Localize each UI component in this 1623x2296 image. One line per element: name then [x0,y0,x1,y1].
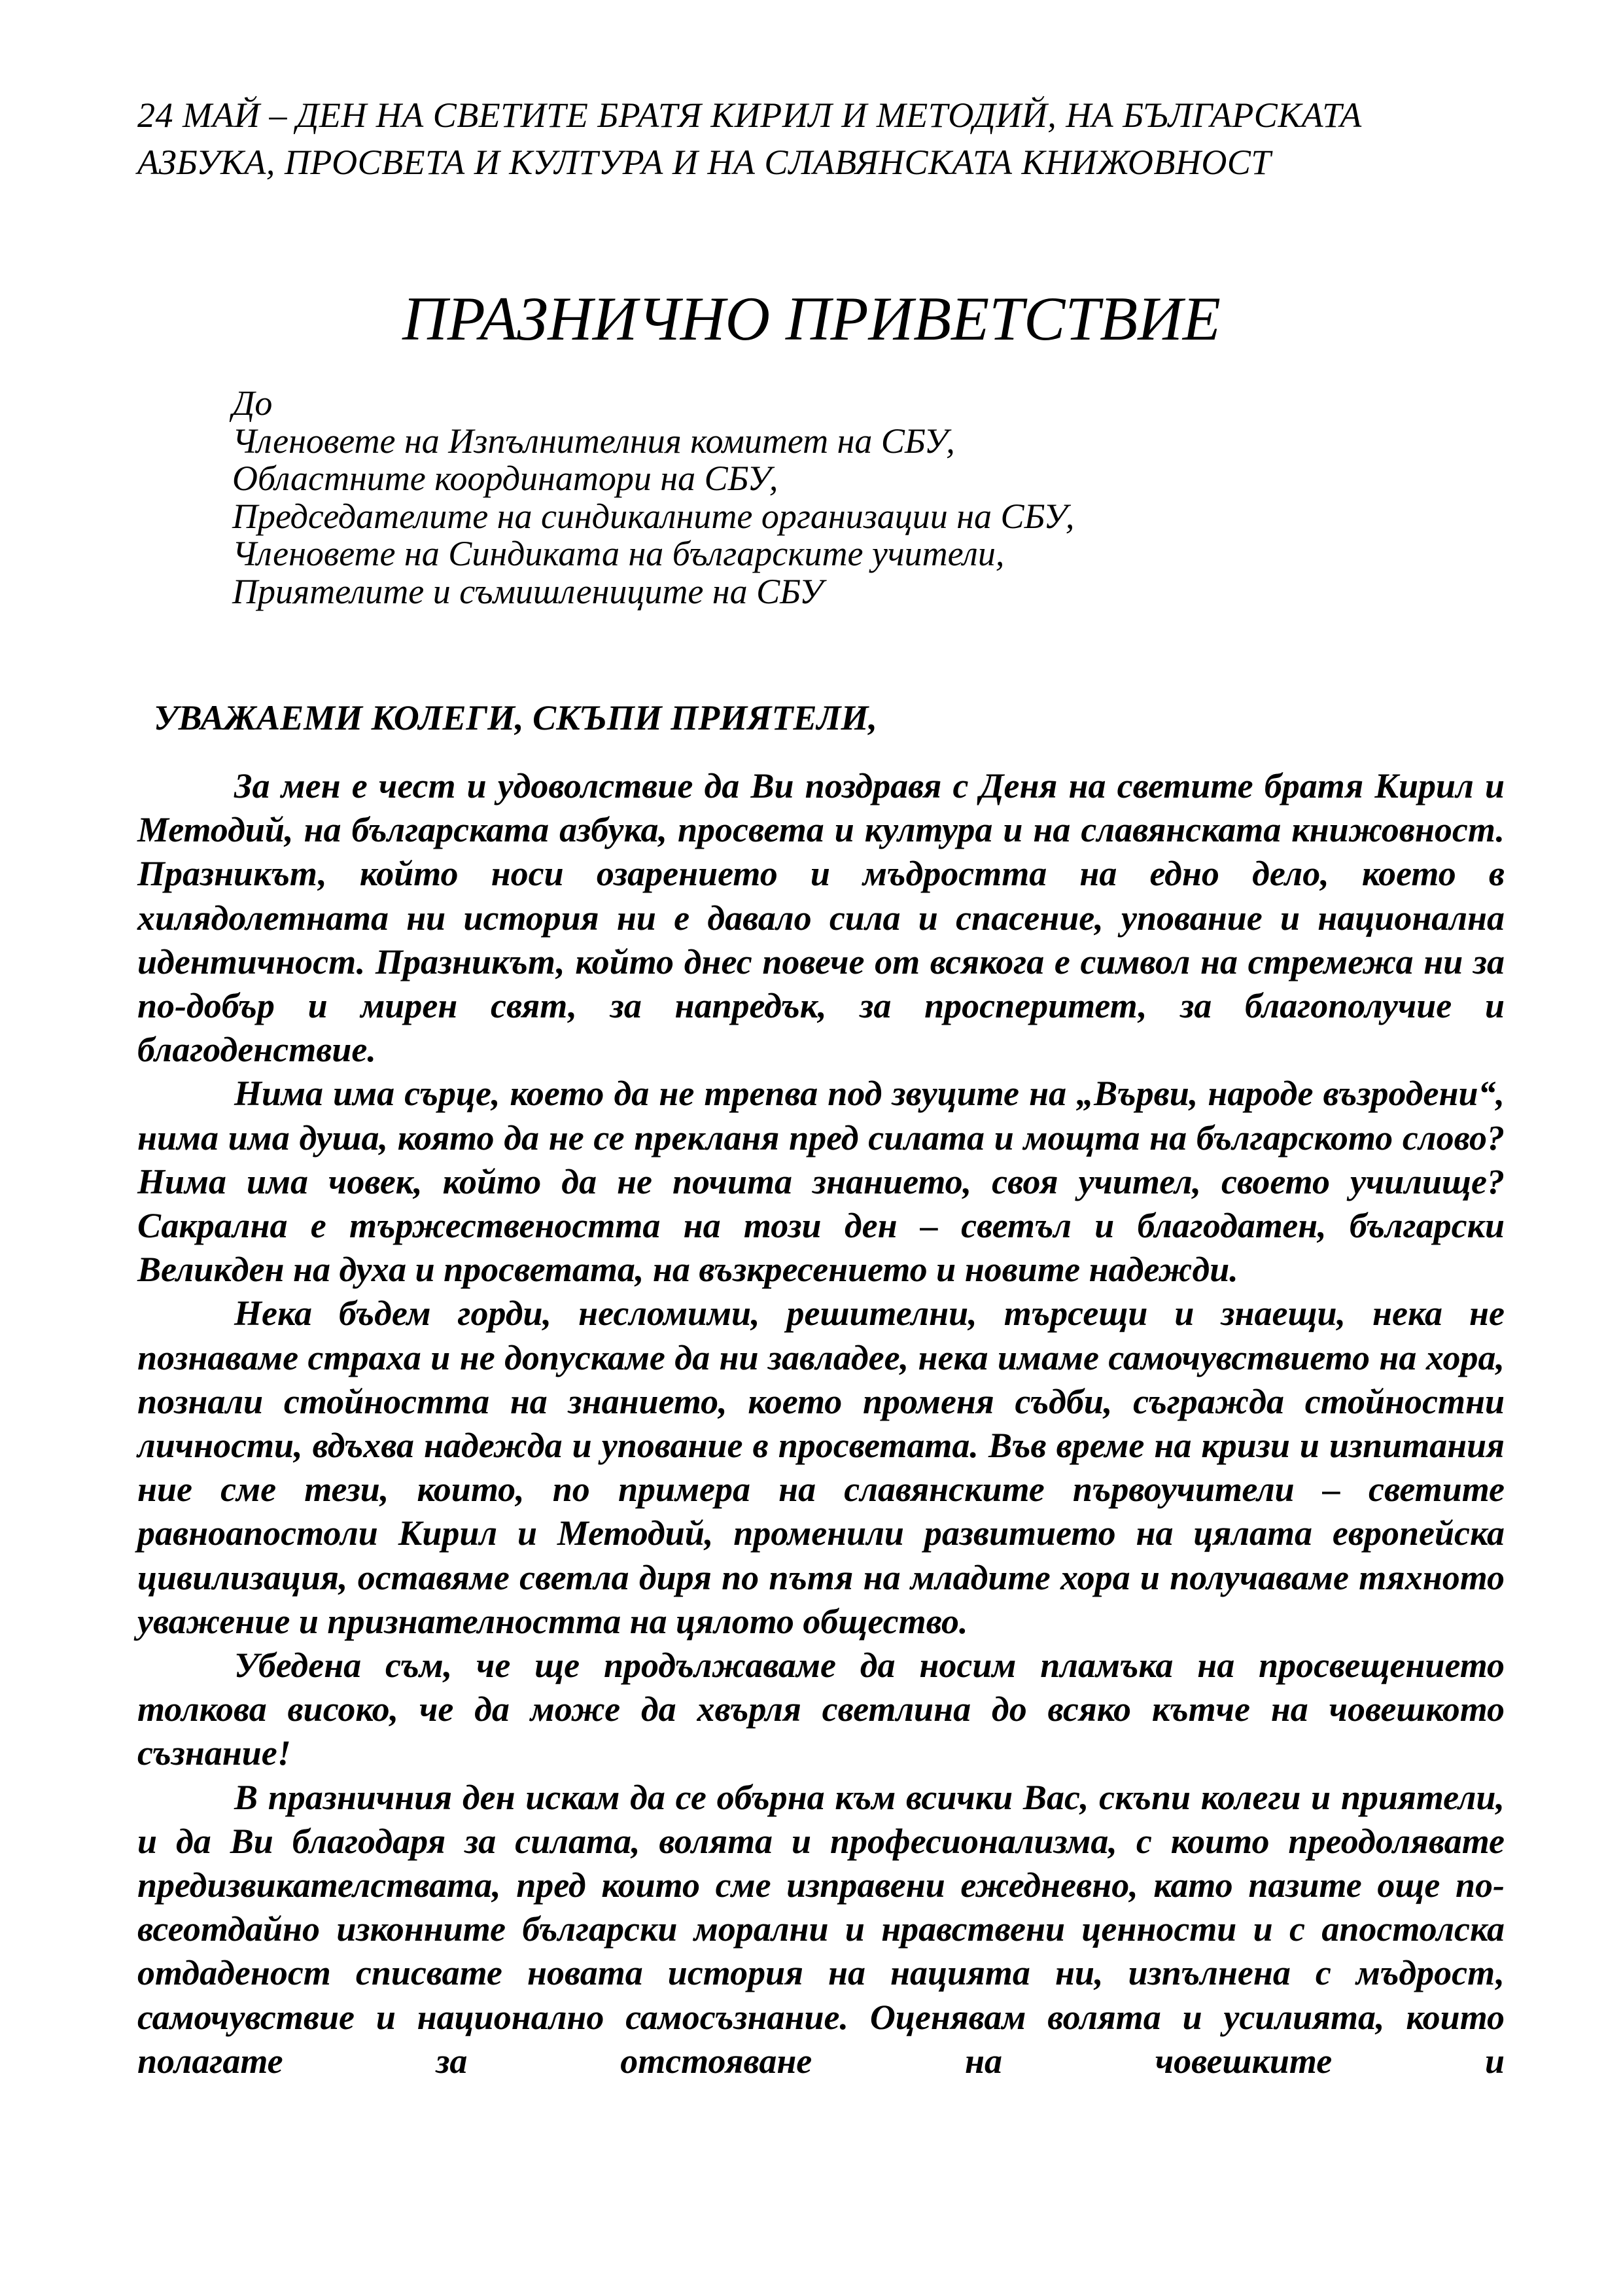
recipient-item: Членовете на Синдиката на българските учители, [232,534,1005,573]
body-paragraph: В празничния ден искам да се обърна към всички Вас, скъпи колеги и приятели, и да Ви благодаря за силата, волята и професионализма, с които преодолявате предизвикателствата, пред които сме изправени ежедневно, като пазите още по-всеотдайно изконните български морални и нравствени ценности и с апостолска отдаденост списвате новата история на нацията ни, изпълнена с мъдрост, самочувствие и национално самосъзнание. Оценявам волята и усилията, които полагате за отстояване на човешките и [137,1777,1505,2081]
body-paragraph: Нека бъдем горди, несломими, решителни, търсещи и знаещи, нека не познаваме страха и не допускаме да ни завладее, нека имаме самочувствието на хора, познали стойността на знанието, което променя съдби, съгражда стойностни личности, вдъхва надежда и упование в просветата. Във време на кризи и изпитания ние сме тези, които, по примера на славянските първоучители – светите равноапостоли Кирил и Методий, променили развитието на цялата европейска цивилизация, оставяме светла диря по пътя на младите хора и получаваме тяхното уважение и признателността на цялото общество. [137,1294,1505,1641]
recipients-to: До [232,383,273,423]
header-line-2: АЗБУКА, ПРОСВЕТА И КУЛТУРА И НА СЛАВЯНСКАТА КНИЖОВНОСТ [137,143,1271,182]
salutation: УВАЖАЕМИ КОЛЕГИ, СКЪПИ ПРИЯТЕЛИ, [154,698,878,737]
recipient-item: Областните координатори на СБУ, [232,459,778,498]
body-paragraph: За мен е чест и удоволствие да Ви поздравя с Деня на светите братя Кирил и Методий, на българската азбука, просвета и култура и на славянската книжовност. Празникът, който носи озарението и мъдростта на едно дело, което в хилядолетната ни история ни е давало сила и спасение, упование и национална идентичност. Празникът, който днес повече от всякога е символ на стремежа ни за по-добър и мирен свят, за напредък, за просперитет, за благополучие и благоденствие. [137,766,1505,1070]
recipient-item: Председателите на синдикалните организации на СБУ, [232,496,1075,536]
body-paragraph: Убедена съм, че ще продължаваме да носим пламъка на просвещението толкова високо, че да може да хвърля светлина до всяко кътче на човешкото съзнание! [137,1646,1505,1773]
recipient-item: Членовете на Изпълнителния комитет на СБУ, [232,421,955,461]
header [137,92,1505,186]
letter-body [137,764,1505,2083]
body-paragraph: Нима има сърце, което да не трепва под звуците на „Върви, народе възродени“, нима има душа, която да не се прекланя пред силата и мощта на българското слово? Нима има човек, който да не почита знанието, своя учител, своето училище? Сакрална е тържествеността на този ден – светъл и благодатен, български Великден на духа и просветата, на възкресението и новите надежди. [137,1074,1505,1290]
recipients-block [232,385,1475,610]
recipient-item: Приятелите и съмишлениците на СБУ [232,571,824,611]
page-title: ПРАЗНИЧНО ПРИВЕТСТВИЕ [402,284,1221,353]
header-line-1: 24 МАЙ – ДЕН НА СВЕТИТЕ БРАТЯ КИРИЛ И МЕТОДИЙ, НА БЪЛГАРСКАТА [137,96,1362,135]
